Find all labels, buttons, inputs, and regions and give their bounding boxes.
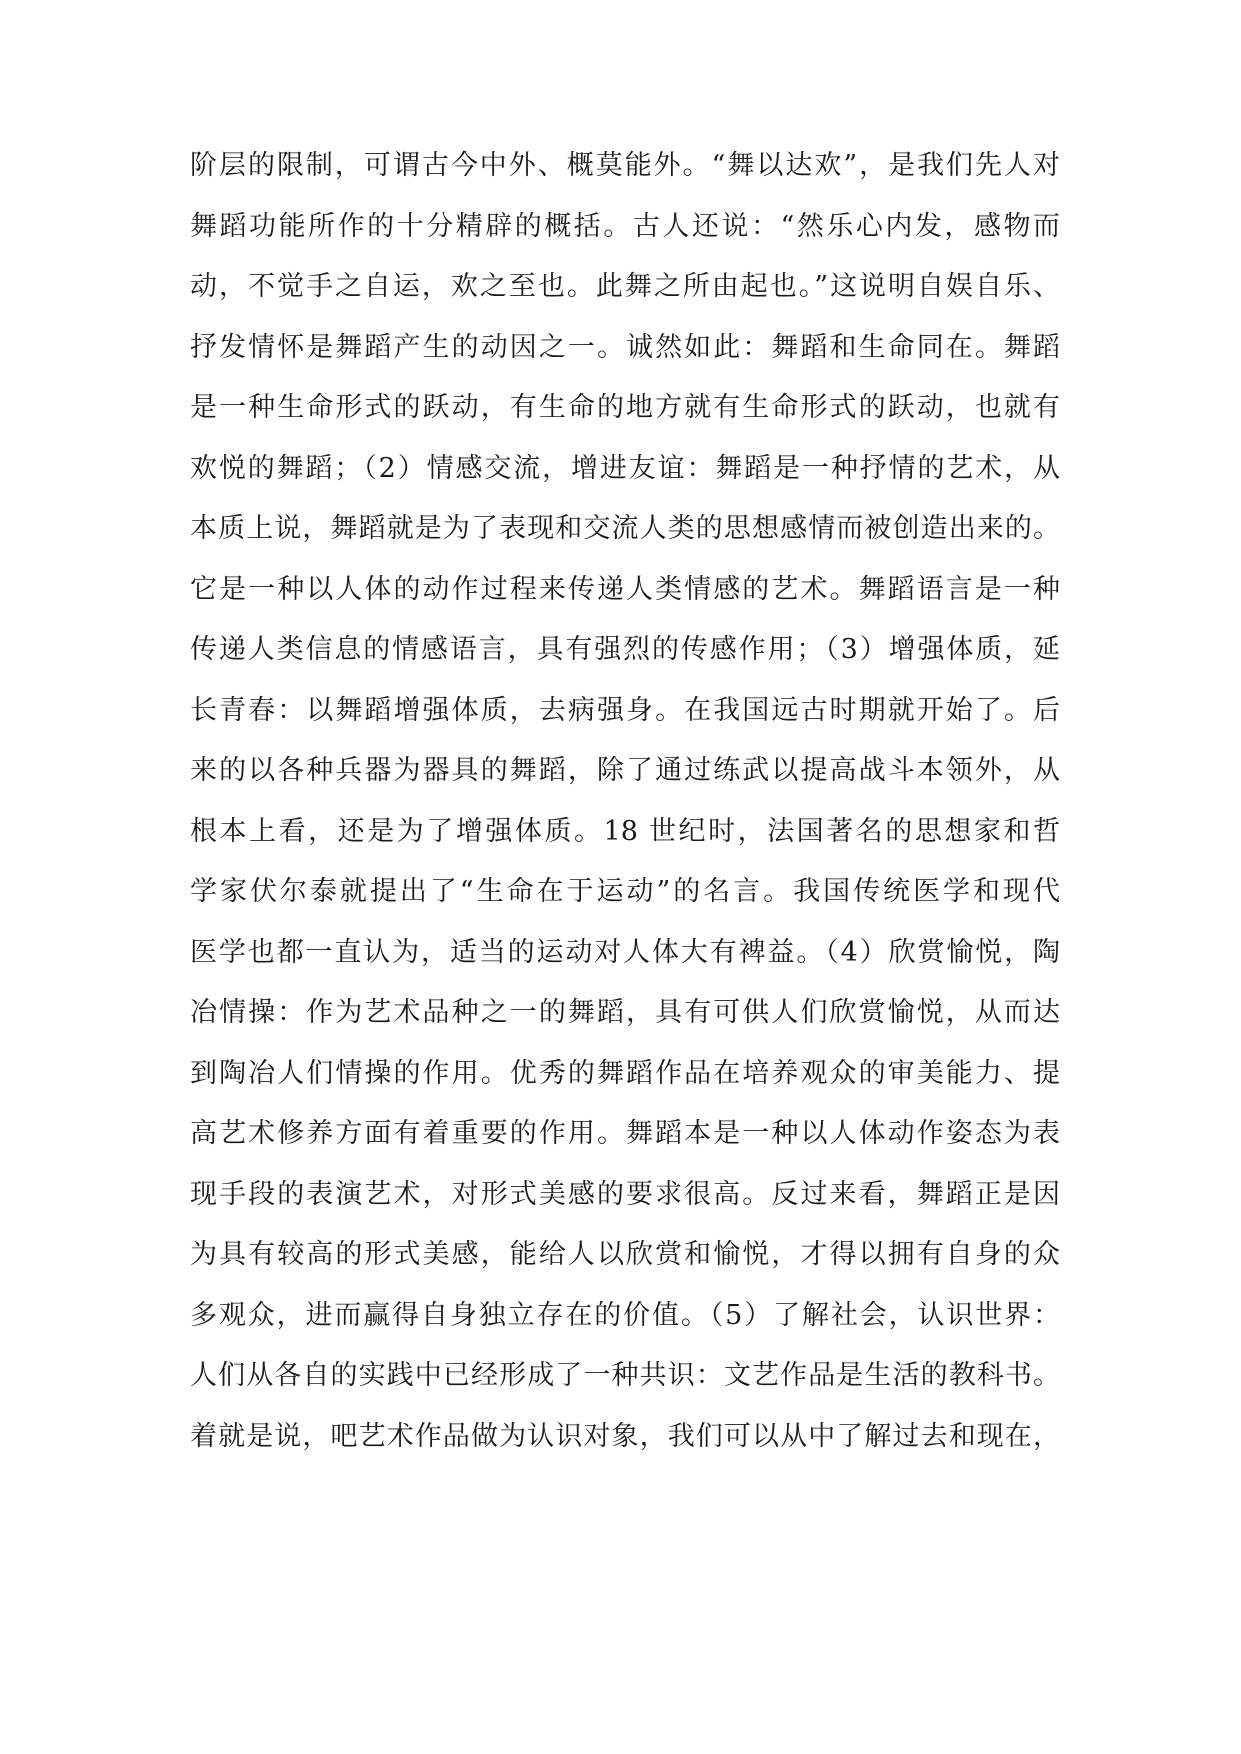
text-line: 人们从各自的实践中已经形成了一种共识：文艺作品是生活的教科书。 xyxy=(190,1360,1060,1391)
text-line: 多观众，进而赢得自身独立存在的价值。（5）了解社会，认识世界： xyxy=(190,1299,1060,1331)
text-line: 是一种生命形式的跃动，有生命的地方就有生命形式的跃动，也就有 xyxy=(190,392,1060,423)
text-line: 长青春：以舞蹈增强体质，去病强身。在我国远古时期就开始了。后 xyxy=(190,694,1060,726)
text-line: 阶层的限制，可谓古今中外、概莫能外。“舞以达欢”，是我们先人对 xyxy=(190,150,1060,181)
text-line: 学家伏尔泰就提出了“生命在于运动”的名言。我国传统医学和现代 xyxy=(190,876,1060,907)
text-line: 舞蹈功能所作的十分精辟的概括。古人还说：“然乐心内发，感物而 xyxy=(190,210,1060,242)
text-line: 高艺术修养方面有着重要的作用。舞蹈本是一种以人体动作姿态为表 xyxy=(190,1118,1060,1149)
text-line: 抒发情怀是舞蹈产生的动因之一。诚然如此：舞蹈和生命同在。舞蹈 xyxy=(190,331,1060,363)
text-line: 到陶冶人们情操的作用。优秀的舞蹈作品在培养观众的审美能力、提 xyxy=(190,1057,1060,1089)
text-line: 传递人类信息的情感语言，具有强烈的传感作用；（3）增强体质，延 xyxy=(190,634,1060,665)
text-line: 根本上看，还是为了增强体质。18 世纪时，法国著名的思想家和哲 xyxy=(190,815,1060,847)
text-line: 动，不觉手之自运，欢之至也。此舞之所由起也。”这说明自娱自乐、 xyxy=(190,271,1060,302)
text-line: 它是一种以人体的动作过程来传递人类情感的艺术。舞蹈语言是一种 xyxy=(190,573,1060,605)
text-line: 医学也都一直认为，适当的运动对人体大有裨益。（4）欣赏愉悦，陶 xyxy=(190,936,1060,968)
text-line: 本质上说，舞蹈就是为了表现和交流人类的思想感情而被创造出来的。 xyxy=(190,513,1060,544)
text-line: 欢悦的舞蹈；（2）情感交流，增进友谊：舞蹈是一种抒情的艺术，从 xyxy=(190,452,1060,484)
text-line: 为具有较高的形式美感，能给人以欣赏和愉悦，才得以拥有自身的众 xyxy=(190,1239,1060,1270)
text-line: 冶情操：作为艺术品种之一的舞蹈，具有可供人们欣赏愉悦，从而达 xyxy=(190,997,1060,1028)
body-paragraph xyxy=(190,136,1060,1467)
text-line: 来的以各种兵器为器具的舞蹈，除了通过练武以提高战斗本领外，从 xyxy=(190,755,1060,786)
text-line: 现手段的表演艺术，对形式美感的要求很高。反过来看，舞蹈正是因 xyxy=(190,1178,1060,1210)
text-line: 着就是说，吧艺术作品做为认识对象，我们可以从中了解过去和现在， xyxy=(190,1420,1060,1452)
